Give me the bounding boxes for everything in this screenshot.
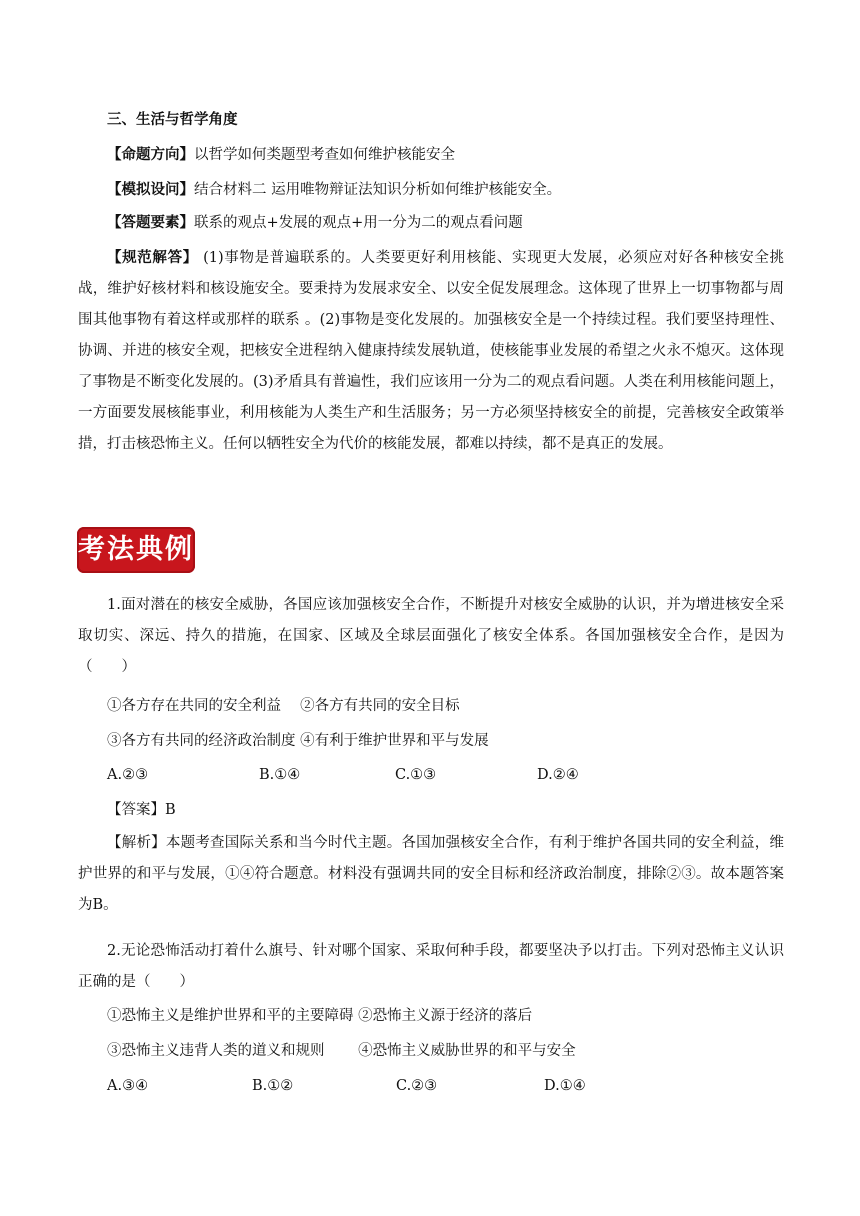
q1-option-b: B.①④ (259, 767, 301, 783)
q2-item1: ①恐怖主义是维护世界和平的主要障碍 ②恐怖主义源于经济的落后 (107, 1008, 533, 1024)
q1-item1: ①各方存在共同的安全利益 ②各方有共同的安全目标 (107, 698, 460, 714)
q2-stem: 2.无论恐怖活动打着什么旗号、针对哪个国家、采取何种手段，都要坚决予以打击。下列对恐怖主义认识正确的是（ ） (78, 943, 784, 990)
elements-line (107, 213, 813, 233)
q2-item2: ③恐怖主义违背人类的道义和规则 ④恐怖主义威胁世界的和平与安全 (107, 1043, 576, 1059)
q1-item2: ③各方有共同的经济政治制度 ④有利于维护世界和平与发展 (107, 733, 489, 749)
q1-option-c: C.①③ (395, 767, 437, 783)
direction-text: 以哲学如何类题型考查如何维护核能安全 (194, 147, 455, 163)
direction-line (107, 145, 813, 165)
direction-label: 【命题方向】 (107, 146, 194, 163)
examples-badge: 考法典例 (77, 527, 195, 573)
q2-option-c: C.②③ (396, 1078, 438, 1094)
q1-analysis: 【解析】本题考查国际关系和当今时代主题。各国加强核安全合作，有利于维护各国共同的安全利益，维护世界的和平与发展，①④符合题意。材料没有强调共同的安全目标和经济政治制度，排除②③。故本题答案为B。 (78, 835, 784, 913)
answer-text: (1)事物是普遍联系的。人类要更好利用核能、实现更大发展，必须应对好各种核安全挑战，维护好核材料和核设施安全。要秉持为发展求安全、以安全促发展理念。这体现了世界上一切事物都与周围其他事物有着这样或那样的联系 。(2)事物是变化发展的。加强核安全是一个持续过程。我们要坚持理性、协调、并进的核安全观，把核安全进程纳入健康持续发展轨道，使核能事业发展的希望之火永不熄灭。这体现了事物是不断变化发展的。(3)矛盾具有普遍性，我们应该用一分为二的观点看问题。人类在利用核能问题上，一方面要发展核能事业，利用核能为人类生产和生活服务；另一方必须坚持核安全的前提，完善核安全政策举措，打击核恐怖主义。任何以牺牲安全为代价的核能发展，都难以持续，都不是真正的发展。 (78, 250, 784, 452)
simulated-line (107, 180, 813, 200)
q1-option-d: D.②④ (537, 767, 579, 783)
answer-label: 【规范解答】 (107, 249, 198, 266)
elements-label: 【答题要素】 (107, 214, 194, 231)
q1-answer: 【答案】B (107, 802, 176, 818)
section-heading: 三、生活与哲学角度 (107, 111, 238, 128)
simulated-text: 结合材料二 运用唯物辩证法知识分析如何维护核能安全。 (194, 182, 562, 198)
answer-paragraph (78, 242, 784, 460)
q1-stem: 1.面对潜在的核安全威胁，各国应该加强核安全合作，不断提升对核安全威胁的认识，并为增进核安全采取切实、深远、持久的措施，在国家、区域及全球层面强化了核安全体系。各国加强核安全合作，是因为（ ） (78, 597, 784, 675)
q2-option-a: A.③④ (107, 1078, 149, 1094)
elements-text: 联系的观点+发展的观点+用一分为二的观点看问题 (194, 215, 523, 231)
q2-option-d: D.①④ (544, 1078, 586, 1094)
q1-option-a: A.②③ (107, 767, 149, 783)
q2-option-b: B.①② (252, 1078, 294, 1094)
simulated-label: 【模拟设问】 (107, 181, 194, 198)
